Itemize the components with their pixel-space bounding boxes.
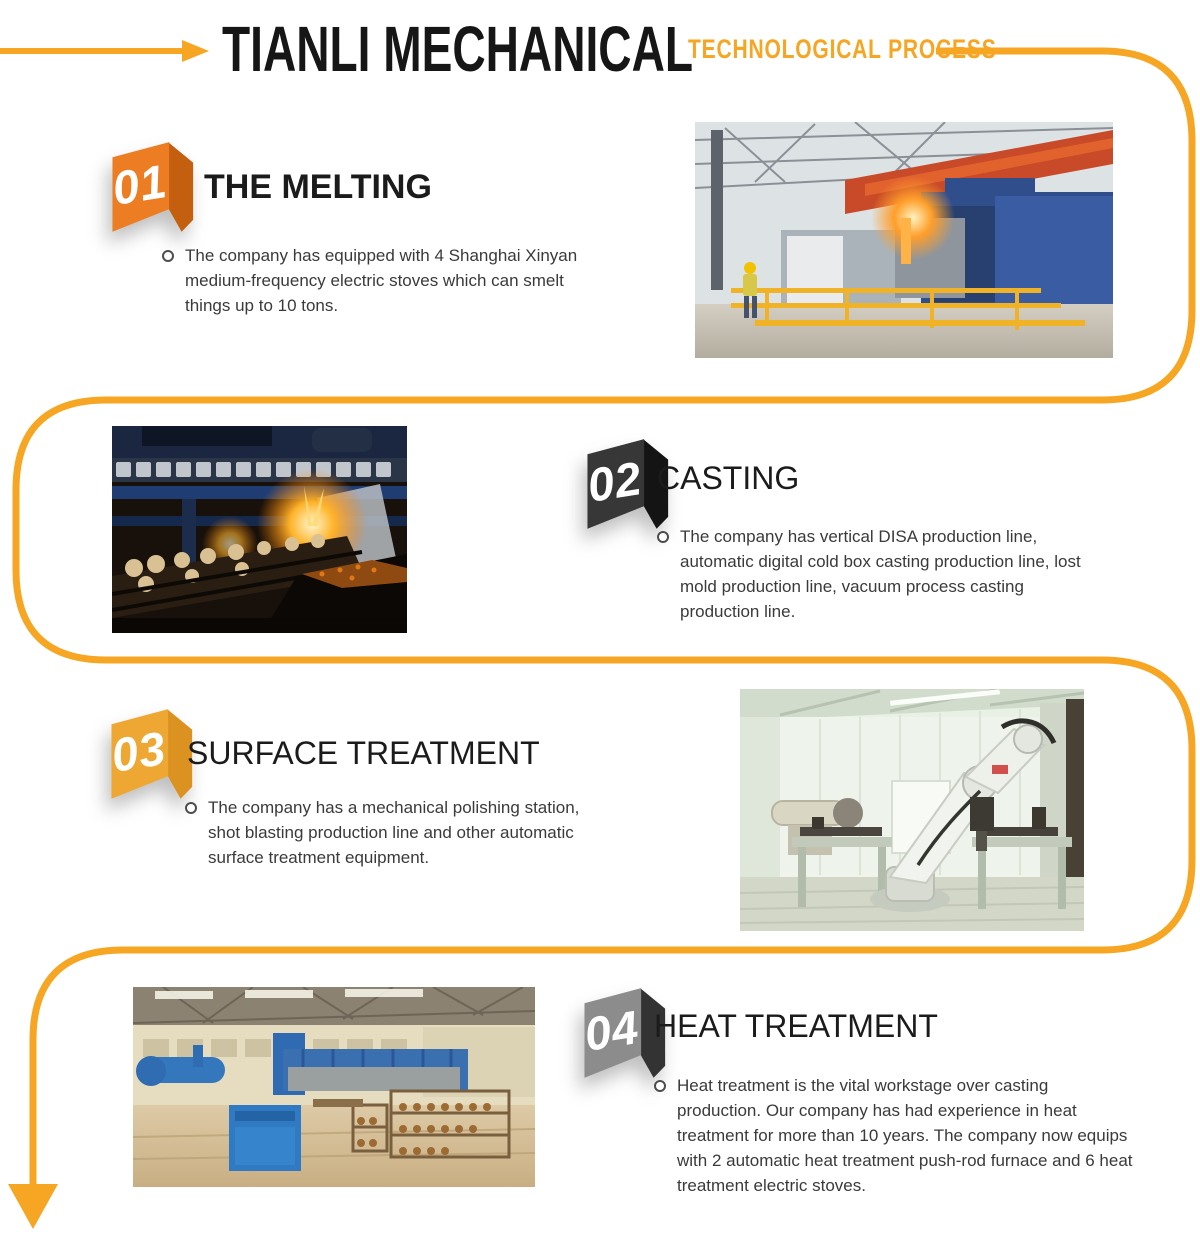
bullet-icon — [162, 250, 174, 262]
bullet-icon — [185, 802, 197, 814]
section-note-heat — [654, 1073, 1134, 1198]
bullet-icon — [654, 1080, 666, 1092]
surface-treatment-robot-photo — [740, 689, 1084, 931]
section-description-casting: The company has vertical DISA production line, automatic digital cold box casting production line, lost mold production line, vacuum process casting production line. — [680, 527, 1081, 621]
bullet-icon — [657, 531, 669, 543]
step-badge-01 — [100, 140, 196, 248]
heat-treatment-workshop-photo — [133, 987, 535, 1187]
melting-workshop-photo — [695, 122, 1113, 358]
casting-line-photo — [112, 426, 407, 633]
section-note-melting — [162, 243, 582, 318]
step-number-04: 04 — [580, 999, 643, 1061]
section-title-surface: SURFACE TREATMENT — [187, 735, 540, 771]
section-description-heat: Heat treatment is the vital workstage over casting production. Our company has had experience in heat treatment for more than 10 years. The company now equips with 2 automatic heat treatment push-rod furnace and 6 heat treatment electric stoves. — [677, 1076, 1133, 1195]
section-description-melting: The company has equipped with 4 Shanghai Xinyan medium-frequency electric stoves which can smelt things up to 10 tons. — [185, 246, 578, 315]
step-number-01: 01 — [108, 153, 171, 215]
section-title-melting: THE MELTING — [204, 168, 432, 206]
page-subtitle: TECHNOLOGICAL PROCESS — [688, 34, 997, 64]
section-title-heat: HEAT TREATMENT — [654, 1008, 938, 1044]
step-number-03: 03 — [107, 720, 170, 782]
section-note-surface — [185, 795, 605, 870]
section-note-casting — [657, 524, 1107, 624]
section-description-surface: The company has a mechanical polishing station, shot blasting production line and other automatic surface treatment equipment. — [208, 798, 580, 867]
step-number-02: 02 — [583, 450, 646, 512]
header-arrow-head-icon — [182, 40, 209, 62]
page-title: TIANLI MECHANICAL — [222, 13, 693, 85]
flow-end-arrow-icon — [8, 1184, 58, 1229]
step-badge-03 — [99, 707, 195, 815]
section-title-casting: CASTING — [657, 460, 800, 496]
